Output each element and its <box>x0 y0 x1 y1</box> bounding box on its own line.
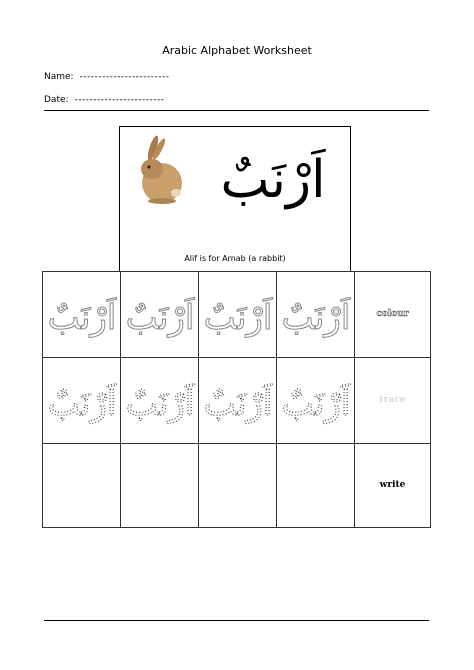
practice-word <box>121 272 199 358</box>
practice-cell-colour[interactable] <box>120 271 199 358</box>
practice-word-text: اَرْنَبٌ <box>203 384 273 424</box>
practice-word <box>277 358 355 444</box>
row-label-trace: trace <box>379 395 406 405</box>
hero-panel <box>119 126 351 271</box>
top-rule <box>44 110 429 111</box>
practice-word <box>277 272 355 358</box>
practice-cell-write[interactable] <box>42 443 121 528</box>
rabbit-image <box>132 131 188 207</box>
practice-cell-colour[interactable] <box>42 271 121 358</box>
practice-word <box>43 272 121 358</box>
practice-cell-trace[interactable] <box>120 357 199 444</box>
practice-word-text: اَرْنَبٌ <box>125 384 195 424</box>
practice-word <box>121 358 199 444</box>
practice-word-text: اَرْنَبٌ <box>281 298 351 338</box>
practice-cell-write[interactable] <box>198 443 277 528</box>
row-label-cell-colour <box>354 271 431 358</box>
row-label-write: write <box>379 480 406 490</box>
row-label-colour: colour <box>376 309 409 319</box>
practice-word-text: اَرْنَبٌ <box>47 298 117 338</box>
practice-word-text: اَرْنَبٌ <box>47 384 117 424</box>
practice-word-text: اَرْنَبٌ <box>281 384 351 424</box>
name-blank[interactable]: ------------------------ <box>79 72 170 82</box>
date-field[interactable] <box>44 95 165 105</box>
row-label-cell-trace <box>354 357 431 444</box>
practice-word-text: اَرْنَبٌ <box>203 298 273 338</box>
practice-cell-write[interactable] <box>120 443 199 528</box>
name-field[interactable] <box>44 72 170 82</box>
practice-cell-colour[interactable] <box>276 271 355 358</box>
arabic-word-text: اَرْنَبٌ <box>220 150 326 210</box>
hero-caption: Alif is for Arnab (a rabbit) <box>184 254 286 263</box>
practice-cell-trace[interactable] <box>276 357 355 444</box>
date-blank[interactable]: ------------------------ <box>74 95 165 105</box>
practice-word <box>43 358 121 444</box>
bottom-rule <box>44 620 429 621</box>
practice-word-text: اَرْنَبٌ <box>125 298 195 338</box>
practice-cell-trace[interactable] <box>42 357 121 444</box>
name-label: Name: <box>44 72 74 82</box>
practice-word <box>199 272 277 358</box>
practice-cell-write[interactable] <box>276 443 355 528</box>
practice-cell-colour[interactable] <box>198 271 277 358</box>
row-label-cell-write <box>354 443 431 528</box>
practice-word <box>199 358 277 444</box>
worksheet-title: Arabic Alphabet Worksheet <box>162 44 312 57</box>
date-label: Date: <box>44 95 69 105</box>
arabic-word-heading <box>208 133 338 223</box>
practice-cell-trace[interactable] <box>198 357 277 444</box>
